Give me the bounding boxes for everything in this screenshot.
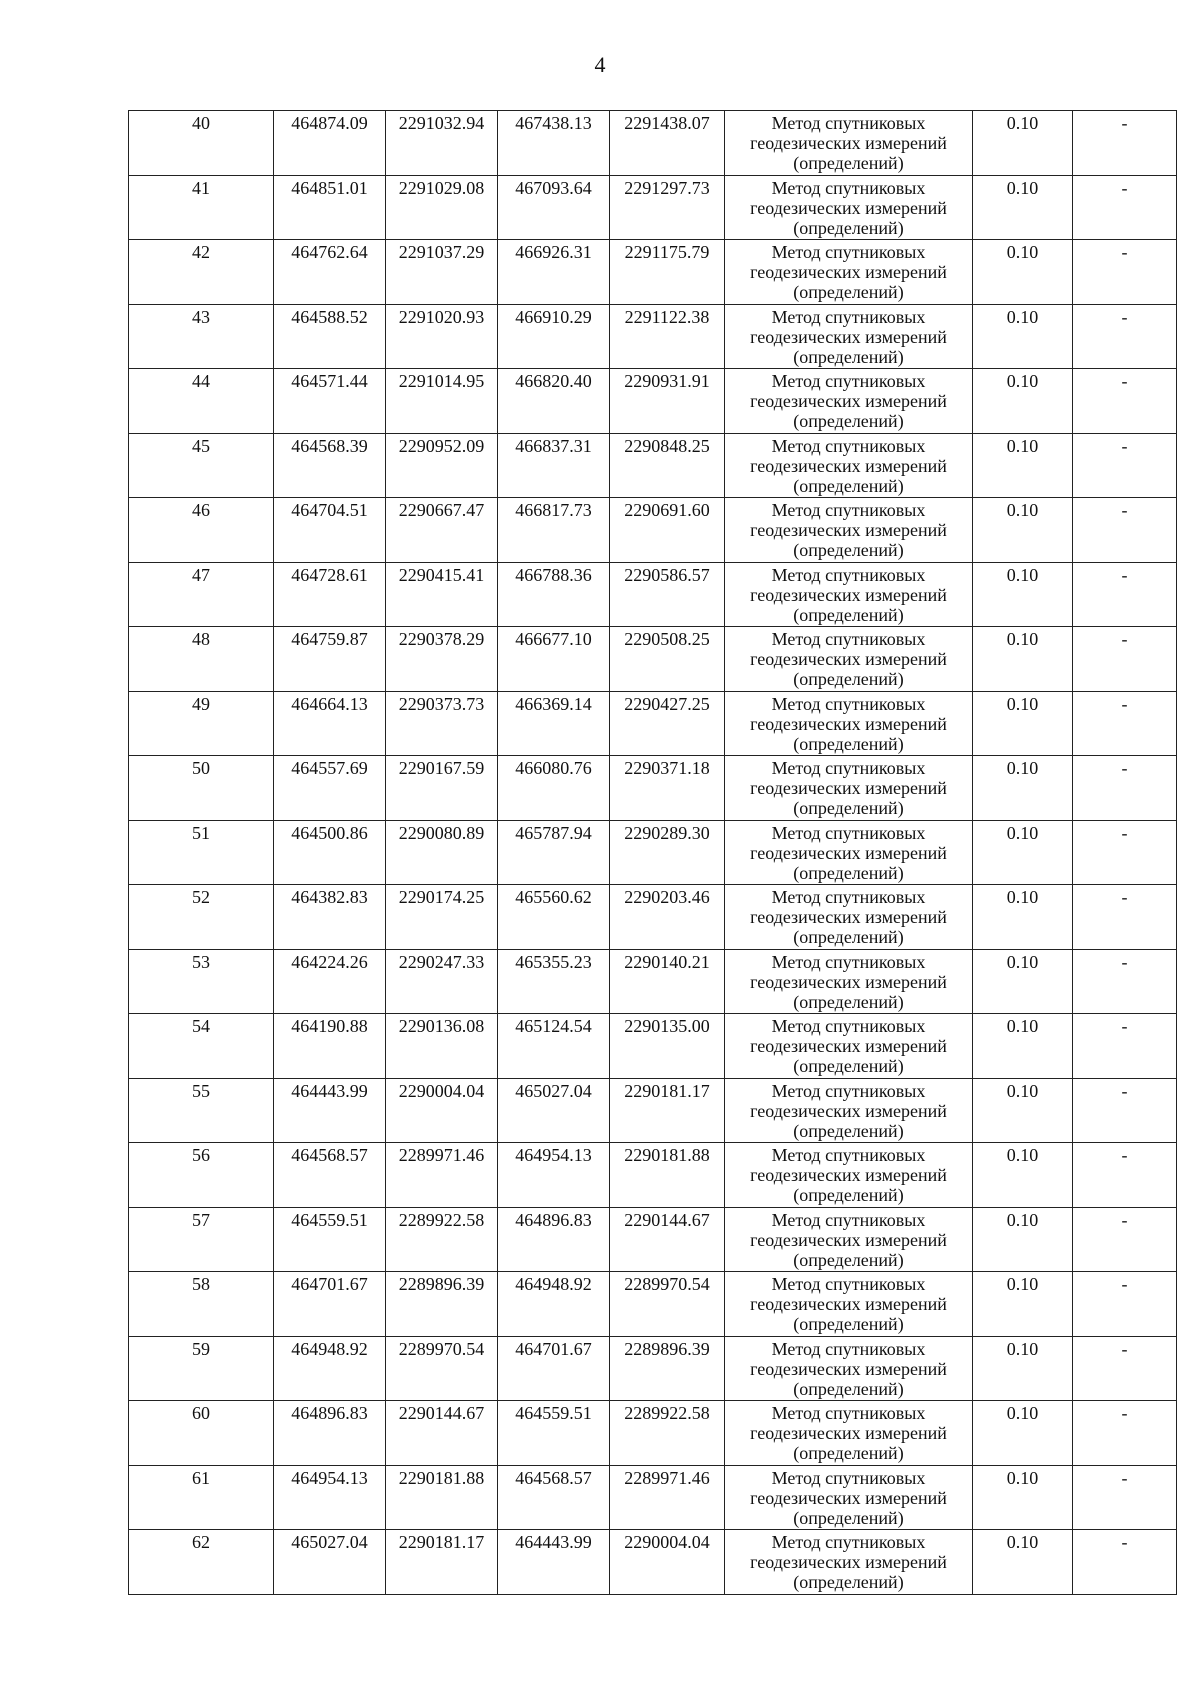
note-cell: - <box>1073 691 1177 756</box>
y-new-cell: 2291297.73 <box>610 175 725 240</box>
point-number-cell: 60 <box>129 1401 274 1466</box>
method-cell <box>725 1078 973 1143</box>
x-new-cell: 465124.54 <box>498 1014 610 1079</box>
y-old-cell: 2290181.88 <box>386 1465 498 1530</box>
point-number-cell: 53 <box>129 949 274 1014</box>
note-cell: - <box>1073 1078 1177 1143</box>
point-number-cell: 49 <box>129 691 274 756</box>
table-row <box>129 885 1177 950</box>
method-line: геодезических измерений <box>750 391 947 411</box>
accuracy-cell: 0.10 <box>973 304 1073 369</box>
method-line: геодезических измерений <box>750 1552 947 1572</box>
table-row <box>129 1207 1177 1272</box>
method-line: Метод спутниковых <box>771 1145 926 1165</box>
y-new-cell: 2290144.67 <box>610 1207 725 1272</box>
table-row <box>129 433 1177 498</box>
table-row <box>129 1143 1177 1208</box>
method-line: (определений) <box>793 862 904 883</box>
x-old-cell: 464759.87 <box>274 627 386 692</box>
x-old-cell: 464500.86 <box>274 820 386 885</box>
note-cell: - <box>1073 111 1177 176</box>
method-line: (определений) <box>793 475 904 496</box>
method-line: (определений) <box>793 217 904 238</box>
accuracy-cell: 0.10 <box>973 240 1073 305</box>
method-line: Метод спутниковых <box>771 693 926 714</box>
y-old-cell: 2290174.25 <box>386 885 498 950</box>
accuracy-cell: 0.10 <box>973 1336 1073 1401</box>
table-row <box>129 304 1177 369</box>
y-new-cell: 2290004.04 <box>610 1530 725 1595</box>
y-old-cell: 2290004.04 <box>386 1078 498 1143</box>
point-number-cell: 40 <box>129 111 274 176</box>
table-row <box>129 562 1177 627</box>
method-line: (определений) <box>793 1120 904 1141</box>
method-line: (определений) <box>793 282 904 302</box>
method-line: (определений) <box>793 669 904 689</box>
accuracy-cell: 0.10 <box>973 433 1073 498</box>
method-line: геодезических измерений <box>750 907 947 927</box>
x-old-cell: 464701.67 <box>274 1272 386 1337</box>
method-line: Метод спутниковых <box>771 435 926 456</box>
y-new-cell: 2290586.57 <box>610 562 725 627</box>
method-line: геодезических измерений <box>750 713 947 734</box>
note-cell: - <box>1073 369 1177 434</box>
method-line: Метод спутниковых <box>771 951 926 972</box>
point-number-cell: 48 <box>129 627 274 692</box>
x-new-cell: 464896.83 <box>498 1207 610 1272</box>
method-line: геодезических измерений <box>750 262 947 282</box>
accuracy-cell: 0.10 <box>973 756 1073 821</box>
y-new-cell: 2289970.54 <box>610 1272 725 1337</box>
method-line: Метод спутниковых <box>771 1209 926 1230</box>
x-new-cell: 466837.31 <box>498 433 610 498</box>
x-new-cell: 464559.51 <box>498 1401 610 1466</box>
y-new-cell: 2291122.38 <box>610 304 725 369</box>
method-line: (определений) <box>793 1378 904 1399</box>
method-cell <box>725 1207 973 1272</box>
method-line: геодезических измерений <box>750 842 947 863</box>
method-cell <box>725 627 973 692</box>
method-cell <box>725 1530 973 1595</box>
accuracy-cell: 0.10 <box>973 369 1073 434</box>
table-row <box>129 949 1177 1014</box>
x-old-cell: 464557.69 <box>274 756 386 821</box>
accuracy-cell: 0.10 <box>973 949 1073 1014</box>
method-line: (определений) <box>793 1185 904 1205</box>
y-new-cell: 2290135.00 <box>610 1014 725 1079</box>
accuracy-cell: 0.10 <box>973 1465 1073 1530</box>
y-old-cell: 2289971.46 <box>386 1143 498 1208</box>
y-old-cell: 2290667.47 <box>386 498 498 563</box>
note-cell: - <box>1073 949 1177 1014</box>
y-old-cell: 2291029.08 <box>386 175 498 240</box>
y-new-cell: 2290289.30 <box>610 820 725 885</box>
method-line: геодезических измерений <box>750 455 947 476</box>
method-line: геодезических измерений <box>750 1487 947 1508</box>
table-row <box>129 627 1177 692</box>
method-line: (определений) <box>793 346 904 367</box>
point-number-cell: 51 <box>129 820 274 885</box>
x-new-cell: 465560.62 <box>498 885 610 950</box>
y-old-cell: 2290080.89 <box>386 820 498 885</box>
x-old-cell: 465027.04 <box>274 1530 386 1595</box>
x-old-cell: 464874.09 <box>274 111 386 176</box>
method-line: геодезических измерений <box>750 649 947 669</box>
x-old-cell: 464443.99 <box>274 1078 386 1143</box>
method-line: Метод спутниковых <box>771 177 926 198</box>
x-new-cell: 466817.73 <box>498 498 610 563</box>
method-cell <box>725 1014 973 1079</box>
y-new-cell: 2289922.58 <box>610 1401 725 1466</box>
y-old-cell: 2291014.95 <box>386 369 498 434</box>
method-cell <box>725 562 973 627</box>
table-row <box>129 240 1177 305</box>
method-line: геодезических измерений <box>750 133 947 153</box>
method-cell <box>725 949 973 1014</box>
accuracy-cell: 0.10 <box>973 627 1073 692</box>
method-line: Метод спутниковых <box>771 113 926 133</box>
note-cell: - <box>1073 627 1177 692</box>
accuracy-cell: 0.10 <box>973 1143 1073 1208</box>
x-old-cell: 464728.61 <box>274 562 386 627</box>
point-number-cell: 41 <box>129 175 274 240</box>
method-cell <box>725 1336 973 1401</box>
x-old-cell: 464224.26 <box>274 949 386 1014</box>
table-row <box>129 756 1177 821</box>
x-new-cell: 464954.13 <box>498 1143 610 1208</box>
method-line: геодезических измерений <box>750 584 947 605</box>
note-cell: - <box>1073 304 1177 369</box>
accuracy-cell: 0.10 <box>973 175 1073 240</box>
y-new-cell: 2290691.60 <box>610 498 725 563</box>
method-line: Метод спутниковых <box>771 242 926 262</box>
note-cell: - <box>1073 240 1177 305</box>
method-cell <box>725 756 973 821</box>
x-new-cell: 466369.14 <box>498 691 610 756</box>
method-line: геодезических измерений <box>750 197 947 218</box>
y-old-cell: 2290181.17 <box>386 1530 498 1595</box>
table-row <box>129 1078 1177 1143</box>
table-row <box>129 820 1177 885</box>
method-line: Метод спутниковых <box>771 1467 926 1488</box>
method-line: (определений) <box>793 1572 904 1592</box>
method-line: Метод спутниковых <box>771 564 926 585</box>
method-line: (определений) <box>793 991 904 1012</box>
note-cell: - <box>1073 1143 1177 1208</box>
method-line: Метод спутниковых <box>771 758 926 778</box>
method-cell <box>725 1465 973 1530</box>
accuracy-cell: 0.10 <box>973 1207 1073 1272</box>
method-line: геодезических измерений <box>750 1423 947 1443</box>
table-row <box>129 1336 1177 1401</box>
method-cell <box>725 885 973 950</box>
x-old-cell: 464190.88 <box>274 1014 386 1079</box>
y-new-cell: 2290848.25 <box>610 433 725 498</box>
table-row <box>129 111 1177 176</box>
point-number-cell: 46 <box>129 498 274 563</box>
point-number-cell: 57 <box>129 1207 274 1272</box>
accuracy-cell: 0.10 <box>973 111 1073 176</box>
y-new-cell: 2289971.46 <box>610 1465 725 1530</box>
table-row <box>129 175 1177 240</box>
method-line: геодезических измерений <box>750 1036 947 1056</box>
method-line: геодезических измерений <box>750 1100 947 1121</box>
method-cell <box>725 691 973 756</box>
point-number-cell: 52 <box>129 885 274 950</box>
x-new-cell: 466820.40 <box>498 369 610 434</box>
coordinates-table <box>128 110 1177 1595</box>
page-number: 4 <box>594 52 606 77</box>
method-cell <box>725 369 973 434</box>
y-new-cell: 2290181.17 <box>610 1078 725 1143</box>
note-cell: - <box>1073 1207 1177 1272</box>
x-old-cell: 464588.52 <box>274 304 386 369</box>
y-old-cell: 2290378.29 <box>386 627 498 692</box>
method-line: геодезических измерений <box>750 971 947 992</box>
method-line: Метод спутниковых <box>771 306 926 327</box>
point-number-cell: 55 <box>129 1078 274 1143</box>
x-new-cell: 466926.31 <box>498 240 610 305</box>
y-old-cell: 2290373.73 <box>386 691 498 756</box>
method-cell <box>725 304 973 369</box>
method-line: Метод спутниковых <box>771 629 926 649</box>
table-row <box>129 1465 1177 1530</box>
table-row <box>129 1272 1177 1337</box>
coordinates-table-body <box>129 111 1177 1595</box>
accuracy-cell: 0.10 <box>973 1078 1073 1143</box>
x-old-cell: 464568.39 <box>274 433 386 498</box>
y-new-cell: 2290140.21 <box>610 949 725 1014</box>
point-number-cell: 54 <box>129 1014 274 1079</box>
y-new-cell: 2291175.79 <box>610 240 725 305</box>
x-old-cell: 464559.51 <box>274 1207 386 1272</box>
y-new-cell: 2290427.25 <box>610 691 725 756</box>
note-cell: - <box>1073 433 1177 498</box>
point-number-cell: 56 <box>129 1143 274 1208</box>
method-line: Метод спутниковых <box>771 1080 926 1101</box>
x-old-cell: 464568.57 <box>274 1143 386 1208</box>
point-number-cell: 61 <box>129 1465 274 1530</box>
y-old-cell: 2290136.08 <box>386 1014 498 1079</box>
x-old-cell: 464954.13 <box>274 1465 386 1530</box>
method-cell <box>725 1272 973 1337</box>
table-row <box>129 691 1177 756</box>
table-row <box>129 1014 1177 1079</box>
y-old-cell: 2290952.09 <box>386 433 498 498</box>
note-cell: - <box>1073 175 1177 240</box>
method-cell <box>725 1401 973 1466</box>
x-new-cell: 465787.94 <box>498 820 610 885</box>
point-number-cell: 62 <box>129 1530 274 1595</box>
x-new-cell: 466788.36 <box>498 562 610 627</box>
method-line: Метод спутниковых <box>771 1403 926 1423</box>
y-new-cell: 2291438.07 <box>610 111 725 176</box>
y-old-cell: 2291032.94 <box>386 111 498 176</box>
y-old-cell: 2289896.39 <box>386 1272 498 1337</box>
method-line: Метод спутниковых <box>771 1016 926 1036</box>
x-old-cell: 464664.13 <box>274 691 386 756</box>
accuracy-cell: 0.10 <box>973 1401 1073 1466</box>
x-old-cell: 464948.92 <box>274 1336 386 1401</box>
x-new-cell: 465355.23 <box>498 949 610 1014</box>
method-line: (определений) <box>793 604 904 625</box>
note-cell: - <box>1073 1401 1177 1466</box>
note-cell: - <box>1073 885 1177 950</box>
point-number-cell: 45 <box>129 433 274 498</box>
method-line: Метод спутниковых <box>771 887 926 907</box>
method-line: (определений) <box>793 733 904 754</box>
method-line: Метод спутниковых <box>771 1532 926 1552</box>
method-line: (определений) <box>793 1249 904 1270</box>
table-row <box>129 1401 1177 1466</box>
x-new-cell: 467093.64 <box>498 175 610 240</box>
method-line: геодезических измерений <box>750 520 947 540</box>
point-number-cell: 50 <box>129 756 274 821</box>
point-number-cell: 47 <box>129 562 274 627</box>
method-line: (определений) <box>793 927 904 947</box>
y-new-cell: 2290508.25 <box>610 627 725 692</box>
note-cell: - <box>1073 1336 1177 1401</box>
x-old-cell: 464762.64 <box>274 240 386 305</box>
point-number-cell: 43 <box>129 304 274 369</box>
accuracy-cell: 0.10 <box>973 691 1073 756</box>
method-line: (определений) <box>793 1314 904 1334</box>
y-new-cell: 2290931.91 <box>610 369 725 434</box>
y-old-cell: 2289922.58 <box>386 1207 498 1272</box>
method-line: (определений) <box>793 1443 904 1463</box>
point-number-cell: 58 <box>129 1272 274 1337</box>
x-new-cell: 466080.76 <box>498 756 610 821</box>
note-cell: - <box>1073 756 1177 821</box>
y-new-cell: 2290181.88 <box>610 1143 725 1208</box>
y-new-cell: 2290371.18 <box>610 756 725 821</box>
y-old-cell: 2290247.33 <box>386 949 498 1014</box>
note-cell: - <box>1073 1465 1177 1530</box>
method-line: геодезических измерений <box>750 778 947 798</box>
x-old-cell: 464382.83 <box>274 885 386 950</box>
x-new-cell: 464443.99 <box>498 1530 610 1595</box>
method-line: геодезических измерений <box>750 1229 947 1250</box>
method-cell <box>725 498 973 563</box>
x-new-cell: 464948.92 <box>498 1272 610 1337</box>
y-old-cell: 2291037.29 <box>386 240 498 305</box>
method-line: (определений) <box>793 1056 904 1076</box>
note-cell: - <box>1073 562 1177 627</box>
x-old-cell: 464851.01 <box>274 175 386 240</box>
method-line: геодезических измерений <box>750 1165 947 1185</box>
table-row <box>129 369 1177 434</box>
x-new-cell: 465027.04 <box>498 1078 610 1143</box>
method-line: геодезических измерений <box>750 1294 947 1314</box>
method-cell <box>725 240 973 305</box>
y-old-cell: 2290167.59 <box>386 756 498 821</box>
method-line: (определений) <box>793 411 904 431</box>
table-row <box>129 498 1177 563</box>
method-cell <box>725 111 973 176</box>
method-line: Метод спутниковых <box>771 371 926 391</box>
method-line: (определений) <box>793 540 904 560</box>
accuracy-cell: 0.10 <box>973 820 1073 885</box>
method-line: Метод спутниковых <box>771 1274 926 1294</box>
y-new-cell: 2290203.46 <box>610 885 725 950</box>
accuracy-cell: 0.10 <box>973 498 1073 563</box>
accuracy-cell: 0.10 <box>973 1530 1073 1595</box>
note-cell: - <box>1073 820 1177 885</box>
table-row <box>129 1530 1177 1595</box>
x-new-cell: 466910.29 <box>498 304 610 369</box>
x-new-cell: 464568.57 <box>498 1465 610 1530</box>
y-old-cell: 2289970.54 <box>386 1336 498 1401</box>
method-line: Метод спутниковых <box>771 1338 926 1359</box>
x-new-cell: 466677.10 <box>498 627 610 692</box>
method-cell <box>725 1143 973 1208</box>
method-line: (определений) <box>793 1507 904 1528</box>
method-line: (определений) <box>793 153 904 173</box>
note-cell: - <box>1073 498 1177 563</box>
y-old-cell: 2290415.41 <box>386 562 498 627</box>
x-old-cell: 464896.83 <box>274 1401 386 1466</box>
method-line: (определений) <box>793 798 904 818</box>
method-line: Метод спутниковых <box>771 822 926 843</box>
accuracy-cell: 0.10 <box>973 562 1073 627</box>
x-old-cell: 464571.44 <box>274 369 386 434</box>
method-cell <box>725 175 973 240</box>
method-cell <box>725 820 973 885</box>
x-new-cell: 467438.13 <box>498 111 610 176</box>
accuracy-cell: 0.10 <box>973 1272 1073 1337</box>
point-number-cell: 44 <box>129 369 274 434</box>
note-cell: - <box>1073 1272 1177 1337</box>
point-number-cell: 59 <box>129 1336 274 1401</box>
accuracy-cell: 0.10 <box>973 885 1073 950</box>
note-cell: - <box>1073 1014 1177 1079</box>
y-old-cell: 2290144.67 <box>386 1401 498 1466</box>
x-new-cell: 464701.67 <box>498 1336 610 1401</box>
method-line: геодезических измерений <box>750 1358 947 1379</box>
y-old-cell: 2291020.93 <box>386 304 498 369</box>
x-old-cell: 464704.51 <box>274 498 386 563</box>
method-line: геодезических измерений <box>750 326 947 347</box>
note-cell: - <box>1073 1530 1177 1595</box>
method-line: Метод спутниковых <box>771 500 926 520</box>
method-cell <box>725 433 973 498</box>
y-new-cell: 2289896.39 <box>610 1336 725 1401</box>
point-number-cell: 42 <box>129 240 274 305</box>
accuracy-cell: 0.10 <box>973 1014 1073 1079</box>
